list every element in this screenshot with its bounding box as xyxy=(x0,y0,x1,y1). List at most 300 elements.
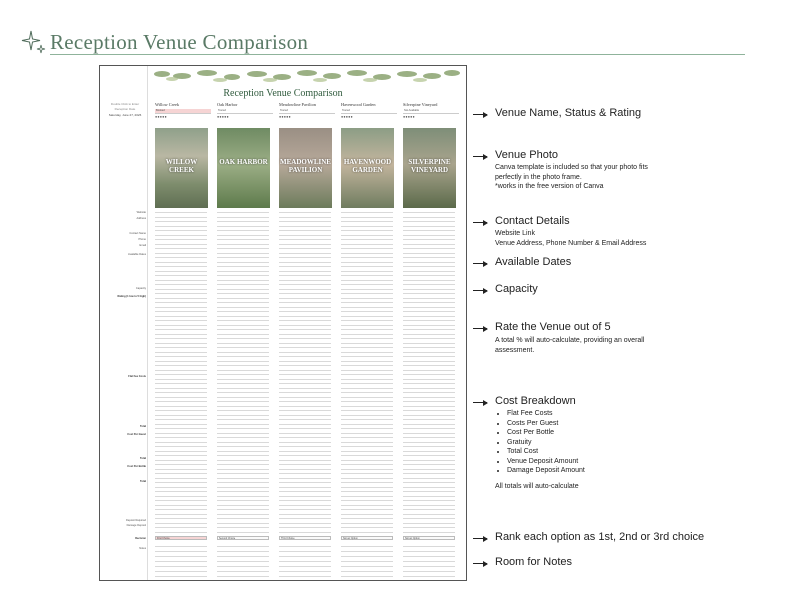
grid-line xyxy=(403,325,455,326)
venue-status[interactable]: Toured xyxy=(217,109,273,114)
grid-line xyxy=(341,374,393,375)
venue-name[interactable]: Havenwood Garden xyxy=(341,102,376,107)
grid-line xyxy=(341,338,393,339)
grid-line xyxy=(279,271,331,272)
grid-line xyxy=(279,451,331,452)
grid-line xyxy=(403,451,455,452)
grid-line xyxy=(341,239,393,240)
grid-line xyxy=(341,433,393,434)
callout-line: perfectly in the photo frame. xyxy=(495,173,582,181)
grid-line xyxy=(341,482,393,483)
grid-line xyxy=(403,460,455,461)
grid-line xyxy=(155,266,207,267)
grid-line xyxy=(341,551,393,552)
comparison-sheet xyxy=(99,65,467,581)
grid-line xyxy=(279,518,331,519)
grid-line xyxy=(217,212,269,213)
grid-line xyxy=(341,262,393,263)
grid-line xyxy=(155,397,207,398)
grid-line xyxy=(155,347,207,348)
venue-status[interactable]: Toured xyxy=(279,109,335,114)
label-contact: Contact Name xyxy=(129,232,146,235)
grid-line xyxy=(155,365,207,366)
grid-line xyxy=(217,392,269,393)
venue-rating[interactable]: ●●●●● xyxy=(403,115,415,119)
header xyxy=(20,28,308,56)
venue-rating[interactable]: ●●●●● xyxy=(155,115,167,119)
grid-line xyxy=(403,329,455,330)
grid-line xyxy=(403,289,455,290)
grid-line xyxy=(155,343,207,344)
callout-arrow xyxy=(473,156,487,157)
grid-line xyxy=(403,491,455,492)
grid-line xyxy=(403,532,455,533)
grid-line xyxy=(155,518,207,519)
grid-line xyxy=(217,415,269,416)
grid-line xyxy=(155,248,207,249)
grid-line xyxy=(217,302,269,303)
grid-line xyxy=(217,551,269,552)
grid-line xyxy=(155,338,207,339)
grid-line xyxy=(279,527,331,528)
grid-line xyxy=(155,433,207,434)
grid-line xyxy=(155,401,207,402)
grid-line xyxy=(403,437,455,438)
grid-line xyxy=(279,253,331,254)
grid-line xyxy=(341,473,393,474)
grid-line xyxy=(155,217,207,218)
grid-line xyxy=(341,329,393,330)
callout-contact: Contact Details xyxy=(495,215,570,227)
grid-line xyxy=(279,244,331,245)
grid-line xyxy=(279,226,331,227)
grid-line xyxy=(403,284,455,285)
grid-line xyxy=(217,491,269,492)
grid-line xyxy=(155,500,207,501)
grid-line xyxy=(403,469,455,470)
grid-line xyxy=(217,561,269,562)
grid-line xyxy=(403,253,455,254)
grid-line xyxy=(217,437,269,438)
grid-line xyxy=(403,500,455,501)
grid-line xyxy=(279,365,331,366)
callout-capacity: Capacity xyxy=(495,283,538,295)
meta-hint: Double Click to Enter xyxy=(110,102,140,106)
grid-line xyxy=(341,383,393,384)
callout-line: Canva template is included so that your photo fits xyxy=(495,164,648,171)
grid-line xyxy=(279,551,331,552)
callout-line: Website Link xyxy=(495,230,535,237)
grid-line xyxy=(403,280,455,281)
decision-dropdown[interactable]: Second Choice xyxy=(217,536,269,540)
grid-line xyxy=(217,433,269,434)
label-notes: Notes xyxy=(139,547,146,550)
venue-name[interactable]: Meadowline Pavilion xyxy=(279,102,316,107)
venue-status[interactable]: Booked xyxy=(155,109,211,114)
grid-line xyxy=(155,419,207,420)
venue-photo[interactable] xyxy=(403,128,456,208)
grid-line xyxy=(341,293,393,294)
grid-line xyxy=(403,410,455,411)
grid-line xyxy=(217,320,269,321)
grid-line xyxy=(217,361,269,362)
grid-line xyxy=(341,253,393,254)
grid-line xyxy=(279,343,331,344)
label-phone: Phone xyxy=(138,238,146,241)
grid-line xyxy=(341,410,393,411)
label-total-guest: Total xyxy=(139,457,146,460)
grid-line xyxy=(279,496,331,497)
grid-line xyxy=(279,469,331,470)
grid-line xyxy=(155,271,207,272)
grid-line xyxy=(403,307,455,308)
grid-line xyxy=(217,370,269,371)
grid-line xyxy=(155,356,207,357)
grid-line xyxy=(155,212,207,213)
grid-line xyxy=(155,523,207,524)
label-damage: Damage Deposit xyxy=(126,524,146,527)
grid-line xyxy=(403,514,455,515)
cost-bullet: • Gratuity xyxy=(507,438,585,448)
grid-line xyxy=(279,230,331,231)
grid-line xyxy=(341,379,393,380)
venue-status[interactable]: Toured xyxy=(341,109,397,114)
grid-line xyxy=(341,464,393,465)
grid-line xyxy=(217,556,269,557)
grid-line xyxy=(217,514,269,515)
grid-line xyxy=(155,473,207,474)
callout-contact-details xyxy=(495,229,646,248)
grid-line xyxy=(341,460,393,461)
grid-line xyxy=(403,374,455,375)
grid-line xyxy=(217,379,269,380)
grid-line xyxy=(155,221,207,222)
grid-line xyxy=(403,487,455,488)
grid-line xyxy=(403,397,455,398)
grid-line xyxy=(217,257,269,258)
venue-photo[interactable] xyxy=(217,128,270,208)
grid-line xyxy=(341,401,393,402)
callout-arrow xyxy=(473,290,487,291)
grid-line xyxy=(341,248,393,249)
grid-line xyxy=(217,217,269,218)
cost-footer: All totals will auto-calculate xyxy=(495,483,579,490)
venue-photo[interactable] xyxy=(341,128,394,208)
grid-line xyxy=(403,561,455,562)
venue-photo[interactable] xyxy=(279,128,332,208)
cost-bullet: • Venue Deposit Amount xyxy=(507,457,585,467)
grid-line xyxy=(403,419,455,420)
grid-line xyxy=(217,244,269,245)
grid-line xyxy=(341,325,393,326)
grid-line xyxy=(155,561,207,562)
grid-line xyxy=(155,284,207,285)
grid-line xyxy=(279,464,331,465)
venue-status[interactable]: Not Available xyxy=(403,109,459,114)
grid-line xyxy=(279,446,331,447)
grid-line xyxy=(217,478,269,479)
grid-line xyxy=(403,239,455,240)
grid-line xyxy=(279,410,331,411)
grid-line xyxy=(341,356,393,357)
venue-rating[interactable]: ●●●●● xyxy=(341,115,353,119)
grid-line xyxy=(341,561,393,562)
grid-line xyxy=(403,546,455,547)
grid-line xyxy=(155,496,207,497)
grid-line xyxy=(279,289,331,290)
grid-line xyxy=(155,566,207,567)
grid-line xyxy=(217,298,269,299)
reception-meta xyxy=(104,102,146,118)
cost-bullet: • Damage Deposit Amount xyxy=(507,466,585,476)
grid-line xyxy=(341,527,393,528)
grid-line xyxy=(217,356,269,357)
grid-line xyxy=(155,451,207,452)
grid-line xyxy=(403,415,455,416)
grid-line xyxy=(341,424,393,425)
grid-line xyxy=(217,518,269,519)
grid-line xyxy=(341,289,393,290)
grid-line xyxy=(279,217,331,218)
venue-name[interactable]: Willow Creek xyxy=(155,102,180,107)
grid-line xyxy=(279,478,331,479)
grid-line xyxy=(279,374,331,375)
grid-line xyxy=(217,374,269,375)
grid-line xyxy=(217,365,269,366)
grid-line xyxy=(217,469,269,470)
grid-line xyxy=(217,280,269,281)
grid-line xyxy=(217,523,269,524)
grid-line xyxy=(155,527,207,528)
grid-line xyxy=(217,262,269,263)
grid-line xyxy=(155,410,207,411)
grid-line xyxy=(403,361,455,362)
decision-dropdown[interactable]: Not an Option xyxy=(403,536,455,540)
grid-line xyxy=(279,397,331,398)
callout-rating-details xyxy=(495,336,644,355)
label-address: Address xyxy=(136,217,146,220)
grid-line xyxy=(403,257,455,258)
callout-arrow xyxy=(473,538,487,539)
grid-line xyxy=(279,415,331,416)
decision-dropdown[interactable]: Third Choice xyxy=(279,536,331,540)
label-total-flat: Total xyxy=(139,425,146,428)
grid-line xyxy=(217,500,269,501)
grid-line xyxy=(279,500,331,501)
grid-line xyxy=(155,388,207,389)
cost-bullet: • Cost Per Bottle xyxy=(507,428,585,438)
grid-line xyxy=(217,505,269,506)
callout-arrow xyxy=(473,222,487,223)
grid-line xyxy=(217,455,269,456)
grid-line xyxy=(217,352,269,353)
label-deposit: Deposit Required xyxy=(125,519,146,522)
grid-line xyxy=(403,266,455,267)
grid-line xyxy=(155,230,207,231)
grid-line xyxy=(403,392,455,393)
decision-dropdown[interactable]: Not an Option xyxy=(341,536,393,540)
label-flat-fee: Flat Fee Costs xyxy=(128,375,146,378)
grid-line xyxy=(217,406,269,407)
grid-line xyxy=(155,235,207,236)
grid-line xyxy=(341,226,393,227)
grid-line xyxy=(403,248,455,249)
grid-line xyxy=(155,446,207,447)
grid-line xyxy=(341,217,393,218)
grid-line xyxy=(341,352,393,353)
grid-line xyxy=(279,437,331,438)
photo-caption: SILVERPINE VINEYARD xyxy=(408,158,451,174)
photo-caption: OAK HARBOR xyxy=(219,158,268,166)
grid-line xyxy=(155,571,207,572)
label-rating: Rating (1 low to 5 high) xyxy=(117,295,146,298)
grid-line xyxy=(403,275,455,276)
grid-line xyxy=(403,433,455,434)
label-email: Email xyxy=(139,244,146,247)
grid-line xyxy=(341,311,393,312)
grid-line xyxy=(403,556,455,557)
grid-line xyxy=(155,415,207,416)
grid-line xyxy=(341,392,393,393)
venue-name[interactable]: Silverpine Vineyard xyxy=(403,102,438,107)
grid-line xyxy=(279,221,331,222)
grid-line xyxy=(341,451,393,452)
grid-line xyxy=(403,401,455,402)
grid-line xyxy=(217,496,269,497)
grid-line xyxy=(341,446,393,447)
cost-bullet: • Flat Fee Costs xyxy=(507,409,585,419)
grid-line xyxy=(403,505,455,506)
grid-line xyxy=(155,374,207,375)
grid-line xyxy=(341,415,393,416)
grid-line xyxy=(279,576,331,577)
grid-line xyxy=(279,212,331,213)
decision-dropdown[interactable]: First Choice xyxy=(155,536,207,540)
grid-line xyxy=(155,334,207,335)
grid-line xyxy=(403,388,455,389)
venue-rating[interactable]: ●●●●● xyxy=(217,115,229,119)
grid-line xyxy=(217,266,269,267)
grid-line xyxy=(279,311,331,312)
callout-cost: Cost Breakdown xyxy=(495,395,576,407)
venue-photo[interactable] xyxy=(155,128,208,208)
meta-date[interactable]: Saturday, June 27, 2026 xyxy=(108,113,142,117)
grid-line xyxy=(341,496,393,497)
grid-line xyxy=(279,275,331,276)
grid-line xyxy=(403,576,455,577)
photo-caption: WILLOW CREEK xyxy=(165,158,198,174)
grid-line xyxy=(279,361,331,362)
grid-line xyxy=(155,244,207,245)
grid-line xyxy=(279,392,331,393)
grid-line xyxy=(279,347,331,348)
grid-line xyxy=(155,551,207,552)
label-website: Website xyxy=(136,211,146,214)
grid-line xyxy=(341,469,393,470)
grid-line xyxy=(341,343,393,344)
grid-line xyxy=(217,338,269,339)
grid-line xyxy=(217,527,269,528)
grid-line xyxy=(279,428,331,429)
grid-line xyxy=(155,556,207,557)
grid-line xyxy=(279,442,331,443)
grid-line xyxy=(217,293,269,294)
venue-column xyxy=(279,102,335,119)
grid-line xyxy=(403,566,455,567)
grid-line xyxy=(155,406,207,407)
grid-line xyxy=(403,370,455,371)
grid-line xyxy=(279,370,331,371)
grid-line xyxy=(279,293,331,294)
grid-line xyxy=(155,257,207,258)
callout-rank: Rank each option as 1st, 2nd or 3rd choice xyxy=(495,531,705,543)
callout-dates: Available Dates xyxy=(495,256,572,268)
grid-line xyxy=(279,491,331,492)
grid-line xyxy=(403,523,455,524)
grid-line xyxy=(155,532,207,533)
callout-arrow xyxy=(473,328,487,329)
grid-line xyxy=(217,343,269,344)
leaf-garland-icon xyxy=(152,68,462,84)
grid-line xyxy=(279,401,331,402)
grid-line xyxy=(155,509,207,510)
sheet-title: Reception Venue Comparison xyxy=(223,88,343,99)
grid-line xyxy=(403,293,455,294)
grid-line xyxy=(155,329,207,330)
grid-line xyxy=(279,298,331,299)
grid-line xyxy=(403,334,455,335)
grid-line xyxy=(279,424,331,425)
grid-line xyxy=(341,532,393,533)
grid-line xyxy=(217,509,269,510)
grid-line xyxy=(155,361,207,362)
grid-line xyxy=(403,212,455,213)
grid-line xyxy=(279,307,331,308)
page-title: Reception Venue Comparison xyxy=(50,29,309,54)
grid-line xyxy=(403,226,455,227)
grid-line xyxy=(403,478,455,479)
grid-line xyxy=(155,293,207,294)
grid-line xyxy=(217,334,269,335)
venue-name[interactable]: Oak Harbor xyxy=(217,102,238,107)
grid-line xyxy=(155,460,207,461)
grid-line xyxy=(341,266,393,267)
grid-line xyxy=(403,217,455,218)
venue-rating[interactable]: ●●●●● xyxy=(279,115,291,119)
grid-line xyxy=(341,406,393,407)
grid-line xyxy=(217,546,269,547)
grid-line xyxy=(403,446,455,447)
grid-line xyxy=(155,239,207,240)
grid-line xyxy=(279,356,331,357)
grid-line xyxy=(341,509,393,510)
grid-line xyxy=(155,424,207,425)
grid-line xyxy=(217,487,269,488)
grid-line xyxy=(279,284,331,285)
grid-line xyxy=(279,419,331,420)
grid-line xyxy=(155,392,207,393)
grid-line xyxy=(341,275,393,276)
grid-line xyxy=(341,556,393,557)
grid-line xyxy=(403,518,455,519)
meta-label: Reception Date xyxy=(114,107,136,111)
cost-bullet-list xyxy=(495,409,585,476)
venue-column xyxy=(341,102,397,119)
grid-line xyxy=(341,455,393,456)
grid-line xyxy=(217,419,269,420)
grid-line xyxy=(403,320,455,321)
grid-line xyxy=(341,361,393,362)
